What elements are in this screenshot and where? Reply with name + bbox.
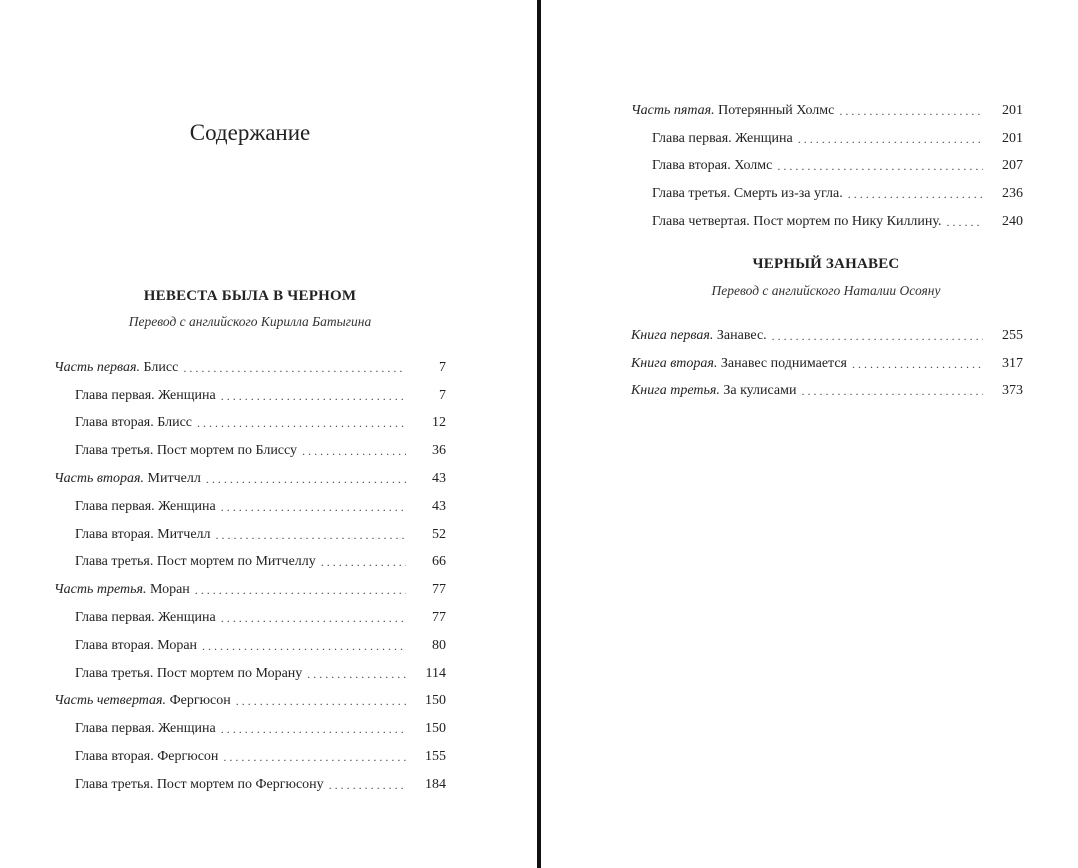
toc-part-entry xyxy=(631,322,1023,350)
toc-part-entry xyxy=(631,350,1023,378)
toc-entry-lead: Книга вторая. xyxy=(631,355,718,371)
toc-page-number: 236 xyxy=(1002,186,1023,202)
toc-entry-title: Потерянный Холмс xyxy=(718,102,835,118)
left-page xyxy=(0,0,537,868)
toc-entry-title: Моран xyxy=(149,582,190,598)
toc-dot-leader xyxy=(202,640,406,652)
toc-page-number: 317 xyxy=(1002,355,1023,371)
toc-dot-leader xyxy=(329,779,406,791)
toc-entry-lead: Часть четвертая. xyxy=(54,693,167,709)
toc-page-number: 7 xyxy=(439,359,446,375)
toc-dot-leader xyxy=(216,529,406,541)
toc-entry-title: Глава третья. Пост мортем по Морану xyxy=(75,665,303,681)
toc-dot-leader xyxy=(302,445,406,457)
toc-entry-title: Глава вторая. Блисс xyxy=(75,415,192,431)
toc-page-number: 66 xyxy=(432,554,446,570)
toc-entry-lead: Часть вторая. xyxy=(54,471,145,487)
toc-dot-leader xyxy=(183,362,406,374)
toc-dot-leader xyxy=(321,556,406,568)
toc-chapter-entry xyxy=(54,521,446,549)
toc-dot-leader xyxy=(221,723,406,735)
toc-page-number: 150 xyxy=(425,693,446,709)
toc-entry-title: Глава третья. Смерть из-за угла. xyxy=(652,186,843,202)
toc-dot-leader xyxy=(848,188,983,200)
toc-entry-lead: Часть третья. xyxy=(54,582,147,598)
toc-chapter-entry xyxy=(54,549,446,577)
toc-page-number: 201 xyxy=(1002,102,1023,118)
toc-chapter-entry xyxy=(54,715,446,743)
toc-entry-title: Глава вторая. Холмс xyxy=(652,158,773,174)
toc-dot-leader xyxy=(195,584,406,596)
toc-dot-leader xyxy=(947,216,984,228)
toc-entry-title: Занавес. xyxy=(716,327,767,343)
book-title-bride: НЕВЕСТА БЫЛА В ЧЕРНОМ xyxy=(143,288,357,304)
toc-dot-leader xyxy=(777,160,983,172)
toc-chapter-entry xyxy=(631,180,1023,208)
toc-entry-title: Занавес поднимается xyxy=(720,355,847,371)
toc-entry-title: Глава первая. Женщина xyxy=(75,498,216,514)
toc-part-entry xyxy=(54,688,446,716)
toc-page-number: 150 xyxy=(425,721,446,737)
toc-dot-leader xyxy=(839,105,983,117)
toc-dot-leader xyxy=(798,133,983,145)
toc-chapter-entry xyxy=(54,632,446,660)
toc-part-entry xyxy=(54,354,446,382)
translator-credit-bride: Перевод с английского Кирилла Батыгина xyxy=(128,314,372,329)
toc-page-number: 80 xyxy=(432,637,446,653)
toc-part-entry xyxy=(631,378,1023,406)
toc-chapter-entry xyxy=(54,437,446,465)
toc-entry-lead: Часть первая. xyxy=(54,359,141,375)
toc-entry-title: Блисс xyxy=(143,359,179,375)
toc-page-number: 77 xyxy=(432,610,446,626)
toc-page-number: 36 xyxy=(432,443,446,459)
toc-dot-leader xyxy=(221,390,406,402)
toc-page-number: 207 xyxy=(1002,158,1023,174)
toc-page-number: 52 xyxy=(432,526,446,542)
toc-page-number: 43 xyxy=(432,471,446,487)
toc-dot-leader xyxy=(206,473,406,485)
translator-credit-curtain: Перевод с английского Наталии Осояну xyxy=(711,283,941,298)
toc-entry-lead: Книга первая. xyxy=(631,327,714,343)
toc-page-number: 7 xyxy=(439,387,446,403)
toc-list-bride xyxy=(54,354,446,799)
toc-page-number: 201 xyxy=(1002,130,1023,146)
toc-entry-lead: Часть пятая. xyxy=(631,102,715,118)
toc-page-number: 155 xyxy=(425,749,446,765)
toc-entry-title: Фергюсон xyxy=(169,693,231,709)
toc-dot-leader xyxy=(802,385,984,397)
toc-page-number: 240 xyxy=(1002,214,1023,230)
toc-dot-leader xyxy=(221,612,406,624)
toc-page-number: 373 xyxy=(1002,383,1023,399)
toc-entry-title: Глава первая. Женщина xyxy=(75,721,216,737)
toc-page-number: 184 xyxy=(425,776,446,792)
book-title-curtain: ЧЕРНЫЙ ЗАНАВЕС xyxy=(752,256,900,272)
toc-entry-title: Глава третья. Пост мортем по Блиссу xyxy=(75,443,298,459)
toc-entry-title: Глава третья. Пост мортем по Митчеллу xyxy=(75,554,316,570)
toc-dot-leader xyxy=(221,501,406,513)
toc-dot-leader xyxy=(307,668,406,680)
toc-entry-title: Глава первая. Женщина xyxy=(75,610,216,626)
toc-chapter-entry xyxy=(54,604,446,632)
toc-page-number: 114 xyxy=(425,665,446,681)
toc-entry-title: За кулисами xyxy=(723,383,797,399)
toc-chapter-entry xyxy=(54,660,446,688)
toc-part-entry xyxy=(54,465,446,493)
toc-entry-title: Глава четвертая. Пост мортем по Нику Киллину. xyxy=(652,214,942,230)
toc-entry-lead: Книга третья. xyxy=(631,383,720,399)
toc-page-number: 43 xyxy=(432,498,446,514)
toc-chapter-entry xyxy=(54,410,446,438)
toc-dot-leader xyxy=(852,358,983,370)
toc-chapter-entry xyxy=(631,208,1023,236)
toc-list-curtain xyxy=(631,322,1023,405)
toc-dot-leader xyxy=(772,330,983,342)
toc-list-part-five xyxy=(631,97,1023,236)
toc-entry-title: Глава первая. Женщина xyxy=(75,387,216,403)
toc-entry-title: Глава вторая. Фергюсон xyxy=(75,749,219,765)
toc-entry-title: Глава первая. Женщина xyxy=(652,130,793,146)
toc-dot-leader xyxy=(197,417,406,429)
toc-entry-title: Глава вторая. Моран xyxy=(75,637,198,653)
toc-chapter-entry xyxy=(54,743,446,771)
toc-entry-title: Митчелл xyxy=(147,471,201,487)
toc-dot-leader xyxy=(223,751,406,763)
toc-part-entry xyxy=(54,576,446,604)
toc-dot-leader xyxy=(236,695,406,707)
toc-page-number: 255 xyxy=(1002,327,1023,343)
toc-part-entry xyxy=(631,97,1023,125)
right-page xyxy=(541,0,1078,868)
toc-chapter-entry xyxy=(54,382,446,410)
toc-page-number: 12 xyxy=(432,415,446,431)
toc-entry-title: Глава вторая. Митчелл xyxy=(75,526,211,542)
toc-entry-title: Глава третья. Пост мортем по Фергюсону xyxy=(75,776,324,792)
toc-page-number: 77 xyxy=(432,582,446,598)
toc-chapter-entry xyxy=(54,493,446,521)
toc-chapter-entry xyxy=(631,153,1023,181)
toc-chapter-entry xyxy=(54,771,446,799)
toc-chapter-entry xyxy=(631,125,1023,153)
contents-heading: Содержание xyxy=(189,120,311,145)
